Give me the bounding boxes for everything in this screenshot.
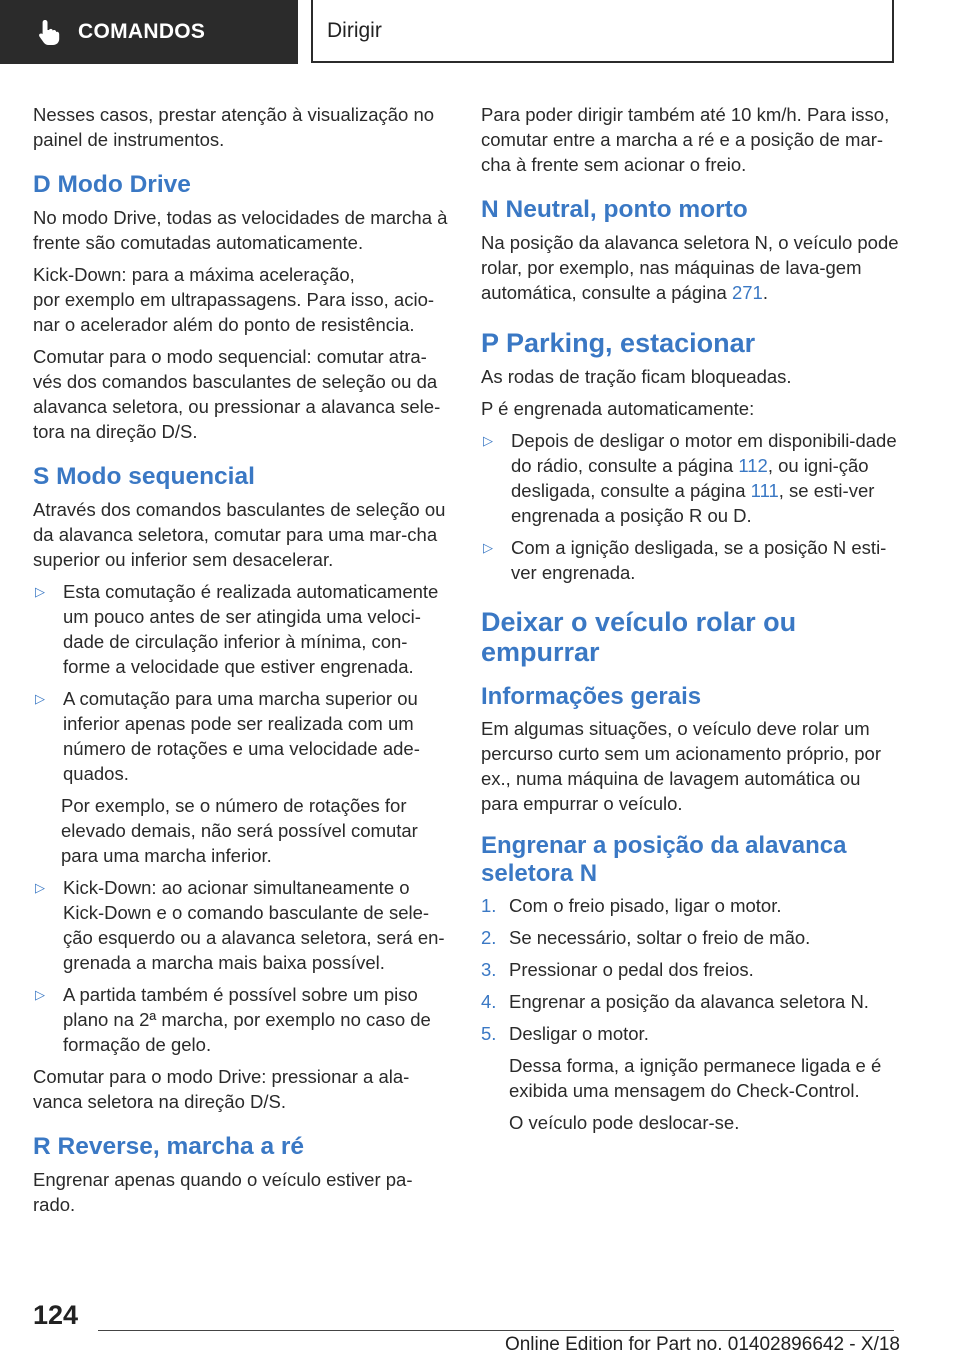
step-subparagraph: O veículo pode deslocar-se. bbox=[509, 1112, 740, 1133]
page-header bbox=[0, 0, 960, 66]
step-text: Se necessário, soltar o freio de mão. bbox=[509, 927, 811, 948]
step-item bbox=[481, 989, 901, 1014]
heading-general-info: Informações gerais bbox=[481, 683, 702, 710]
triangle-right-icon: ▷ bbox=[35, 691, 45, 706]
paragraph: Engrenar apenas quando o veículo estiver pa-rado. bbox=[33, 1169, 413, 1215]
heading-sequential-mode: S Modo sequencial bbox=[33, 463, 255, 490]
chapter-tab-label: COMANDOS bbox=[78, 20, 206, 43]
bullet-text: Esta comutação é realizada automaticamente um pouco antes de ser atingida uma veloci-dade de circulação inferior à mínima, con-forme a velocidade que estiver engrenada. bbox=[63, 581, 439, 677]
paragraph: As rodas de tração ficam bloqueadas. bbox=[481, 366, 792, 387]
heading-rolling: Deixar o veículo rolar ou empurrar bbox=[481, 607, 797, 667]
paragraph: Nesses casos, prestar atenção à visualização no painel de instrumentos. bbox=[33, 104, 435, 150]
step-number: 5. bbox=[481, 1023, 497, 1044]
heading-reverse: R Reverse, marcha a ré bbox=[33, 1133, 305, 1160]
bullet-subparagraph: Por exemplo, se o número de rotações for elevado demais, não será possível comutar para uma marcha inferior. bbox=[61, 795, 418, 866]
step-number: 2. bbox=[481, 927, 497, 948]
bullet-text bbox=[511, 428, 901, 528]
bullet-item bbox=[33, 686, 451, 786]
heading-drive-mode: D Modo Drive bbox=[33, 171, 191, 198]
page-link-112[interactable]: 112 bbox=[738, 455, 768, 476]
bullet-item bbox=[33, 579, 451, 679]
heading-engage-neutral: Engrenar a posição da alavanca seletora N bbox=[481, 832, 847, 887]
triangle-right-icon: ▷ bbox=[35, 880, 45, 895]
triangle-right-icon: ▷ bbox=[483, 540, 493, 555]
bullet-text: Com a ignição desligada, se a posição N esti-ver engrenada. bbox=[511, 537, 887, 583]
heading-neutral: N Neutral, ponto morto bbox=[481, 196, 748, 223]
page-link-271[interactable]: 271 bbox=[731, 282, 763, 303]
step-item bbox=[481, 893, 901, 918]
paragraph bbox=[481, 230, 901, 305]
text-run: , se esti-ver engrenada a posição R ou D. bbox=[511, 480, 875, 526]
bullet-item bbox=[33, 875, 451, 975]
page-link-111[interactable]: 111 bbox=[750, 480, 779, 501]
step-text: Desligar o motor. bbox=[509, 1023, 649, 1044]
text-run: , ou igni-ção desligada, consulte a página bbox=[511, 455, 869, 501]
kickdown-line2: por exemplo em ultrapassagens. Para isso, acio-nar o acelerador além do ponto de resistência. bbox=[33, 289, 435, 335]
bullet-item bbox=[481, 428, 901, 528]
paragraph bbox=[33, 262, 451, 337]
heading-parking: P Parking, estacionar bbox=[481, 328, 756, 358]
step-subparagraph: Dessa forma, a ignição permanece ligada e é exibida uma mensagem do Check-Control. bbox=[509, 1055, 882, 1101]
paragraph: No modo Drive, todas as velocidades de marcha à frente são comutadas automaticamente. bbox=[33, 207, 448, 253]
bullet-item bbox=[481, 535, 901, 585]
left-column bbox=[33, 102, 451, 1224]
bullet-item bbox=[33, 982, 451, 1057]
triangle-right-icon: ▷ bbox=[35, 584, 45, 599]
text-run: Depois de desligar o motor em disponibili-dade do rádio, consulte a página bbox=[511, 430, 897, 476]
paragraph: Para poder dirigir também até 10 km/h. Para isso, comutar entre a marcha a ré e a posição de mar-cha à frente sem acionar o freio. bbox=[481, 104, 890, 175]
chapter-tab[interactable] bbox=[0, 0, 298, 64]
step-item bbox=[481, 925, 901, 950]
bullet-text: A partida também é possível sobre um piso plano na 2ª marcha, por exemplo no caso de formação de gelo. bbox=[63, 984, 431, 1055]
step-text: Engrenar a posição da alavanca seletora N. bbox=[509, 991, 869, 1012]
paragraph: Comutar para o modo sequencial: comutar atra-vés dos comandos basculantes de seleção ou da alavanca seletora, ou pressionar a alavanca sele-tora na direção D/S. bbox=[33, 346, 441, 442]
right-column bbox=[481, 102, 901, 1142]
triangle-right-icon: ▷ bbox=[35, 987, 45, 1002]
step-number: 4. bbox=[481, 991, 497, 1012]
paragraph: Em algumas situações, o veículo deve rolar um percurso curto sem um acionamento próprio, por ex., numa máquina de lavagem automática ou para empurrar o veículo. bbox=[481, 718, 881, 814]
hand-pointer-icon bbox=[34, 17, 64, 47]
bullet-text: A comutação para uma marcha superior ou inferior apenas pode ser realizada com um número de rotações e uma velocidade ade-quados. bbox=[63, 688, 420, 784]
footer-divider bbox=[98, 1330, 894, 1331]
section-title: Dirigir bbox=[311, 0, 894, 63]
page-number: 124 bbox=[33, 1300, 79, 1330]
paragraph: Comutar para o modo Drive: pressionar a ala-vanca seletora na direção D/S. bbox=[33, 1066, 410, 1112]
step-text: Com o freio pisado, ligar o motor. bbox=[509, 895, 782, 916]
paragraph: P é engrenada automaticamente: bbox=[481, 398, 755, 419]
kickdown-line1: Kick-Down: para a máxima aceleração, bbox=[33, 264, 355, 285]
step-number: 3. bbox=[481, 959, 497, 980]
bullet-text: Kick-Down: ao acionar simultaneamente o Kick-Down e o comando basculante de sele-ção esquerdo ou a alavanca seletora, será en-grenada a marcha mais baixa possível. bbox=[63, 877, 445, 973]
step-number: 1. bbox=[481, 895, 497, 916]
step-item bbox=[481, 1021, 901, 1046]
triangle-right-icon: ▷ bbox=[483, 433, 493, 448]
paragraph: Através dos comandos basculantes de seleção ou da alavanca seletora, comutar para uma mar-cha superior ou inferior sem desacelerar. bbox=[33, 499, 446, 570]
text-run: . bbox=[762, 282, 768, 303]
step-item bbox=[481, 957, 901, 982]
text-run: Na posição da alavanca seletora N, o veículo pode rolar, por exemplo, nas máquinas de lava-gem automática, consulte a página bbox=[481, 232, 899, 303]
step-text: Pressionar o pedal dos freios. bbox=[509, 959, 754, 980]
edition-note: Online Edition for Part no. 01402896642 - X/18 bbox=[504, 1334, 900, 1355]
